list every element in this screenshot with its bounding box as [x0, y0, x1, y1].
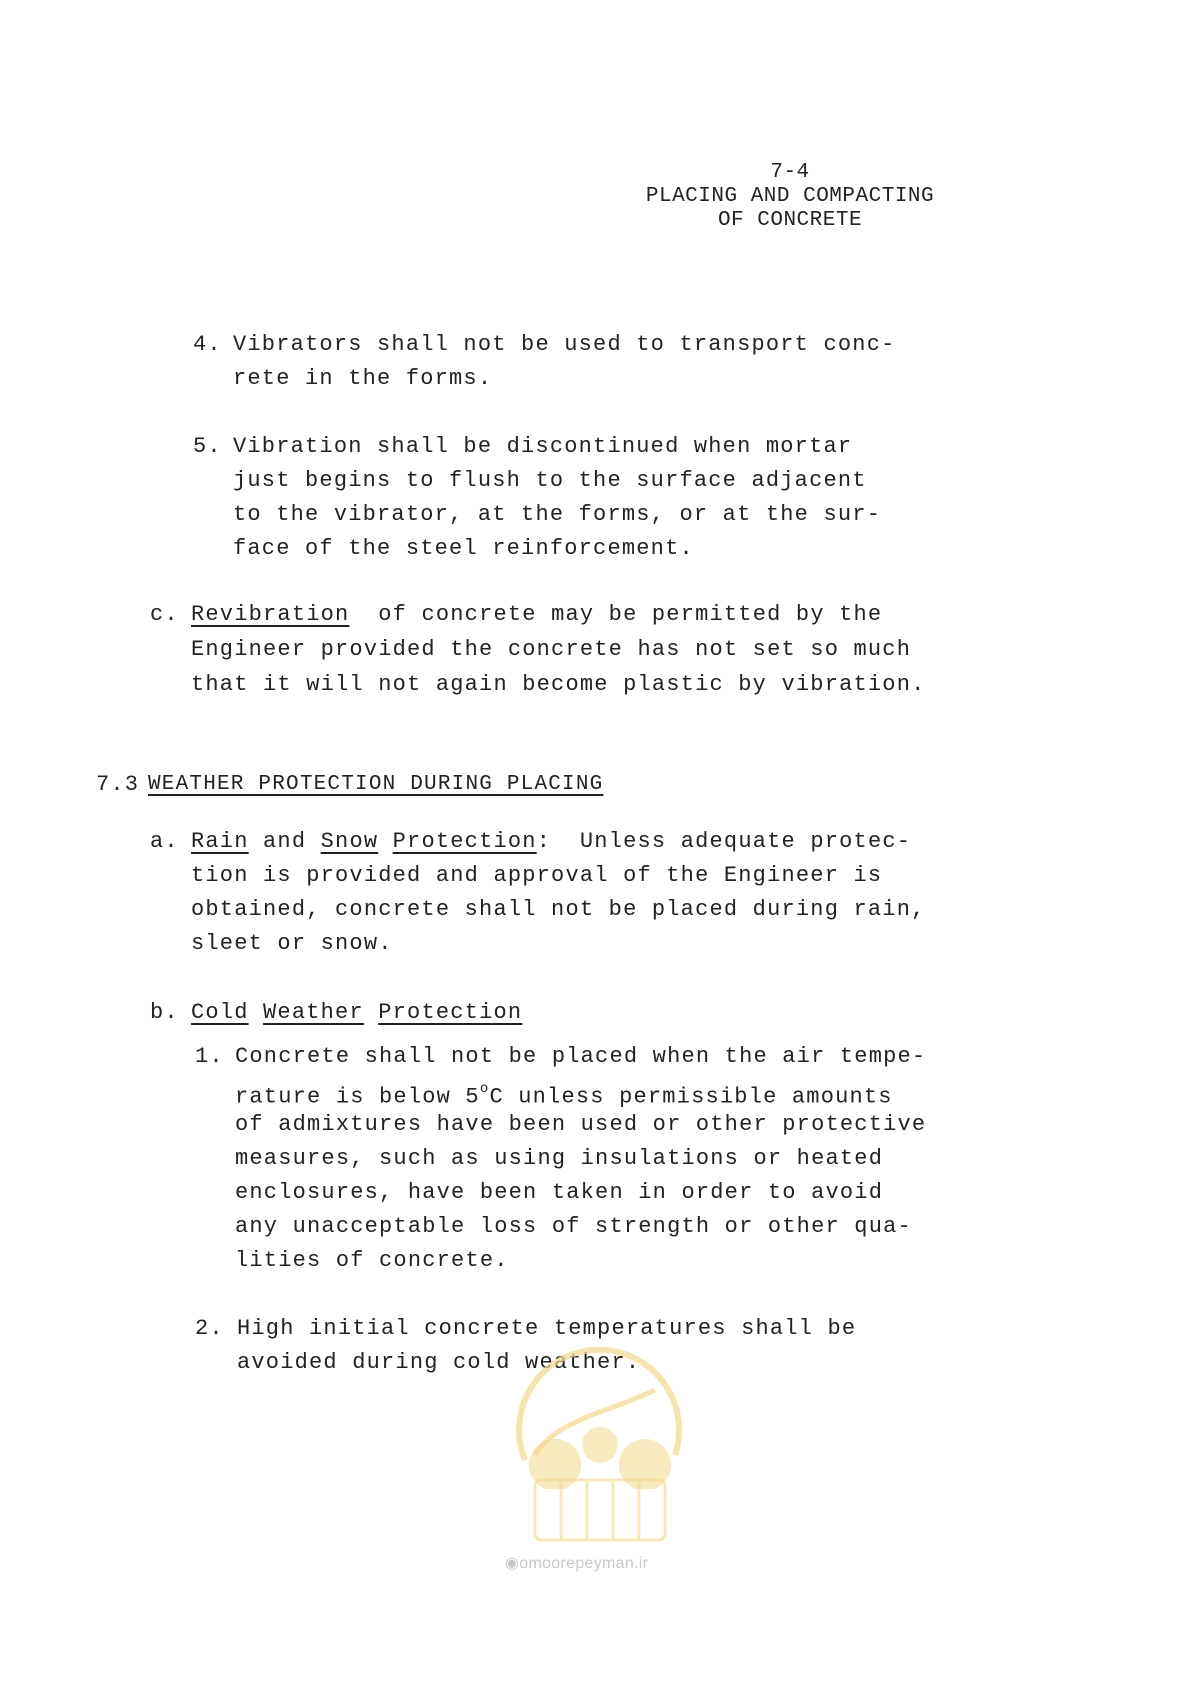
item-a-marker: a.	[150, 829, 179, 854]
watermark-globe-icon: ◉	[505, 1555, 520, 1572]
item-4-marker: 4.	[193, 332, 222, 357]
protection-term-b: Protection	[378, 1000, 523, 1025]
item-c-line1-rest: of concrete may be permitted by the	[378, 602, 883, 627]
cold-term: Cold	[191, 1000, 249, 1025]
item-5-line2: just begins to flush to the surface adjacent	[233, 468, 867, 493]
item-b1-marker: 1.	[195, 1044, 224, 1069]
item-c-marker: c.	[150, 602, 179, 627]
item-a-line3: obtained, concrete shall not be placed during rain,	[191, 897, 926, 922]
watermark-url	[505, 1553, 648, 1573]
section-7-3-number: 7.3	[96, 772, 140, 797]
item-a-line4: sleet or snow.	[191, 931, 393, 956]
item-b2-marker: 2.	[195, 1316, 224, 1341]
section-7-3-heading: WEATHER PROTECTION DURING PLACING	[148, 773, 604, 796]
item-5-marker: 5.	[193, 434, 222, 459]
item-5-line1: Vibration shall be discontinued when mortar	[233, 434, 853, 459]
item-5-line3: to the vibrator, at the forms, or at the sur-	[233, 502, 882, 527]
header-title-line1: PLACING AND COMPACTING	[645, 185, 935, 208]
item-c-line3: that it will not again become plastic by vibration.	[191, 672, 926, 697]
item-c-line1	[191, 597, 882, 633]
item-c-line2: Engineer provided the concrete has not set so much	[191, 637, 912, 662]
item-b-marker: b.	[150, 1000, 179, 1025]
item-b1-line3: of admixtures have been used or other protective	[235, 1112, 927, 1137]
item-b1-line7: lities of concrete.	[235, 1248, 509, 1273]
item-5-line4: face of the steel reinforcement.	[233, 536, 694, 561]
item-b1-line6: any unacceptable loss of strength or other qua-	[235, 1214, 912, 1239]
snow-term: Snow	[320, 829, 379, 854]
item-b1-line2-post: C unless permissible amounts	[489, 1084, 893, 1110]
colon: :	[536, 829, 552, 854]
item-b1-line2-pre: rature is below 5	[235, 1084, 480, 1110]
item-b1-line4: measures, such as using insulations or heated	[235, 1146, 884, 1171]
item-b1-line1: Concrete shall not be placed when the air tempe-	[235, 1044, 927, 1069]
revibration-term: Revibration	[191, 602, 350, 627]
item-4-line2: rete in the forms.	[233, 366, 493, 391]
and-word: and	[263, 829, 307, 854]
item-a-line1	[191, 824, 911, 860]
item-a-line1-rest: Unless adequate protec-	[579, 829, 912, 854]
header-title-line2: OF CONCRETE	[717, 209, 863, 232]
page-number: 7-4	[770, 161, 810, 184]
item-4-line1: Vibrators shall not be used to transport conc-	[233, 332, 896, 357]
item-a-line2: tion is provided and approval of the Engineer is	[191, 863, 883, 888]
watermark-text: omoorepeyman.ir	[519, 1555, 649, 1572]
degree-symbol: o	[479, 1081, 490, 1097]
item-b1-line5: enclosures, have been taken in order to avoid	[235, 1180, 884, 1205]
watermark-logo-icon	[495, 1340, 705, 1560]
rain-term: Rain	[191, 829, 249, 854]
weather-term: Weather	[263, 1000, 364, 1025]
item-b2-line2: avoided during cold weather.	[237, 1350, 641, 1375]
protection-term: Protection	[392, 829, 537, 854]
item-b2-line1: High initial concrete temperatures shall be	[237, 1316, 857, 1341]
item-b-heading	[191, 995, 522, 1031]
